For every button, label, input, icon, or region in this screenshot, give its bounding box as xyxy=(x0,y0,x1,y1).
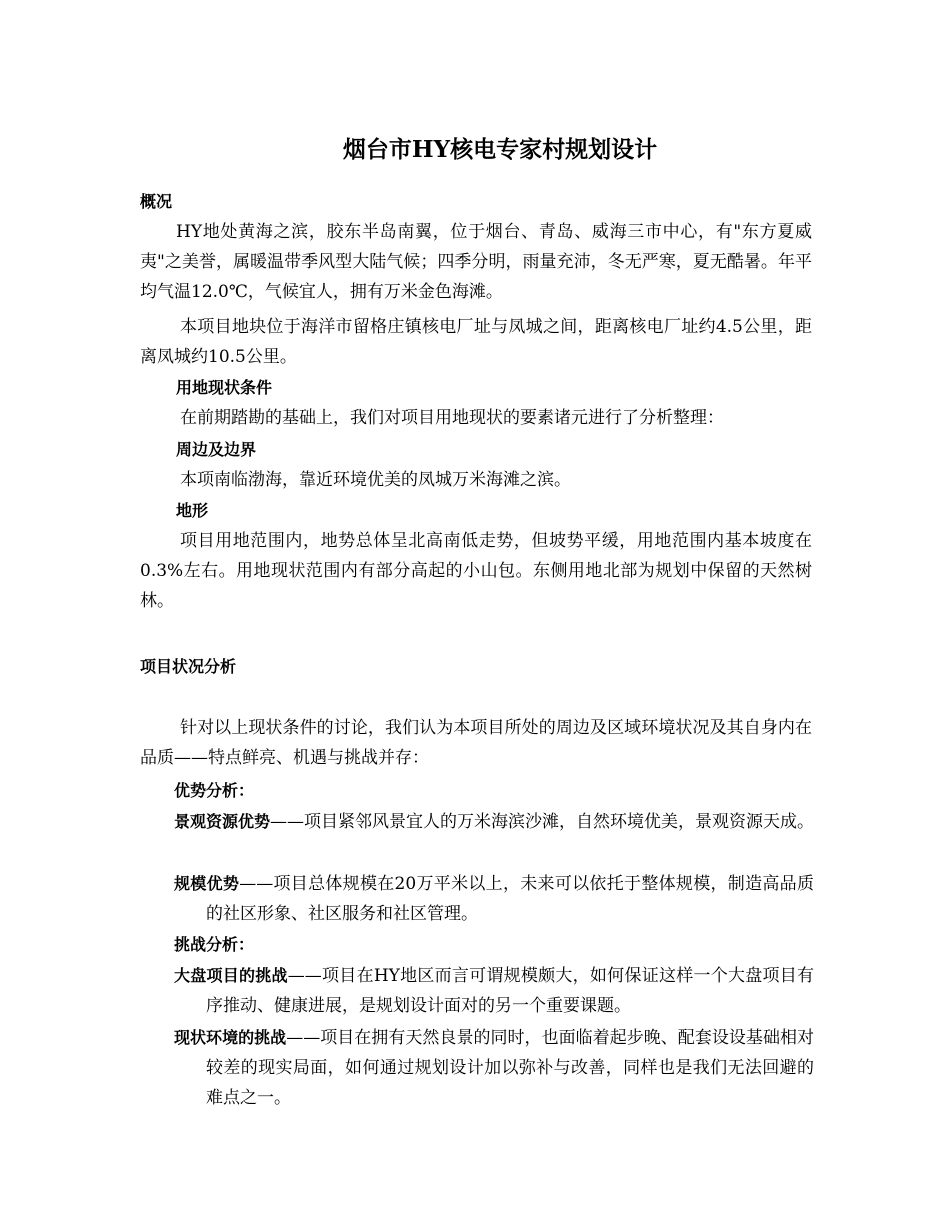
challenge-item-large-project xyxy=(174,961,814,1021)
challenge-item-environment xyxy=(174,1023,814,1113)
analysis-heading: 项目状况分析 xyxy=(140,657,237,676)
advantage-text: ——项目紧邻风景宜人的万米海滨沙滩，自然环境优美，景观资源天成。 xyxy=(270,812,815,832)
challenge-text: ——项目在HY地区而言可谓规模颇大，如何保证这样一个大盘项目有序推动、健康进展，是规划设计面对的另一个重要课题。 xyxy=(206,966,814,1016)
advantage-term: 景观资源优势 xyxy=(174,812,271,831)
challenge-term: 现状环境的挑战 xyxy=(174,1028,287,1047)
document-title: 烟台市HY核电专家村规划设计 xyxy=(342,136,658,163)
terrain-heading: 地形 xyxy=(176,501,209,520)
terrain-text: 项目用地范围内，地势总体呈北高南低走势，但坡势平缓，用地范围内基本坡度在0.3%左右。用地现状范围内有部分高起的小山包。东侧用地北部为规划中保留的天然树林。 xyxy=(140,531,812,611)
advantage-text: ——项目总体规模在20万平米以上，未来可以依托于整体规模，制造高品质的社区形象、社区服务和社区管理。 xyxy=(206,874,814,924)
overview-heading: 概况 xyxy=(140,192,173,211)
challenge-heading: 挑战分析： xyxy=(174,935,255,954)
challenge-text: ——项目在拥有天然良景的同时，也面临着起步晚、配套设设基础相对较差的现实局面，如何通过规划设计加以弥补与改善，同样也是我们无法回避的难点之一。 xyxy=(206,1028,814,1108)
challenge-term: 大盘项目的挑战 xyxy=(174,966,288,985)
land-condition-heading: 用地现状条件 xyxy=(176,378,273,397)
land-condition-text: 在前期踏勘的基础上，我们对项目用地现状的要素诸元进行了分析整理： xyxy=(180,408,724,428)
advantage-heading: 优势分析： xyxy=(174,781,255,800)
advantage-term: 规模优势 xyxy=(174,874,240,893)
overview-paragraph-1: HY地处黄海之滨，胶东半岛南翼，位于烟台、青岛、威海三市中心，有"东方夏威夷"之美誉，属暖温带季风型大陆气候；四季分明，雨量充沛，冬无严寒，夏无酷暑。年平均气温12.0℃，气候宜人，拥有万米金色海滩。 xyxy=(140,222,812,302)
advantage-item-scale xyxy=(174,869,814,929)
advantage-item-landscape xyxy=(174,807,814,837)
border-heading: 周边及边界 xyxy=(176,440,257,459)
border-text: 本项南临渤海，靠近环境优美的凤城万米海滩之滨。 xyxy=(180,470,571,490)
overview-paragraph-2: 本项目地块位于海洋市留格庄镇核电厂址与凤城之间，距离核电厂址约4.5公里，距离凤城约10.5公里。 xyxy=(140,317,812,367)
analysis-intro: 针对以上现状条件的讨论，我们认为本项目所处的周边及区域环境状况及其自身内在品质——特点鲜亮、机遇与挑战并存： xyxy=(140,718,812,768)
